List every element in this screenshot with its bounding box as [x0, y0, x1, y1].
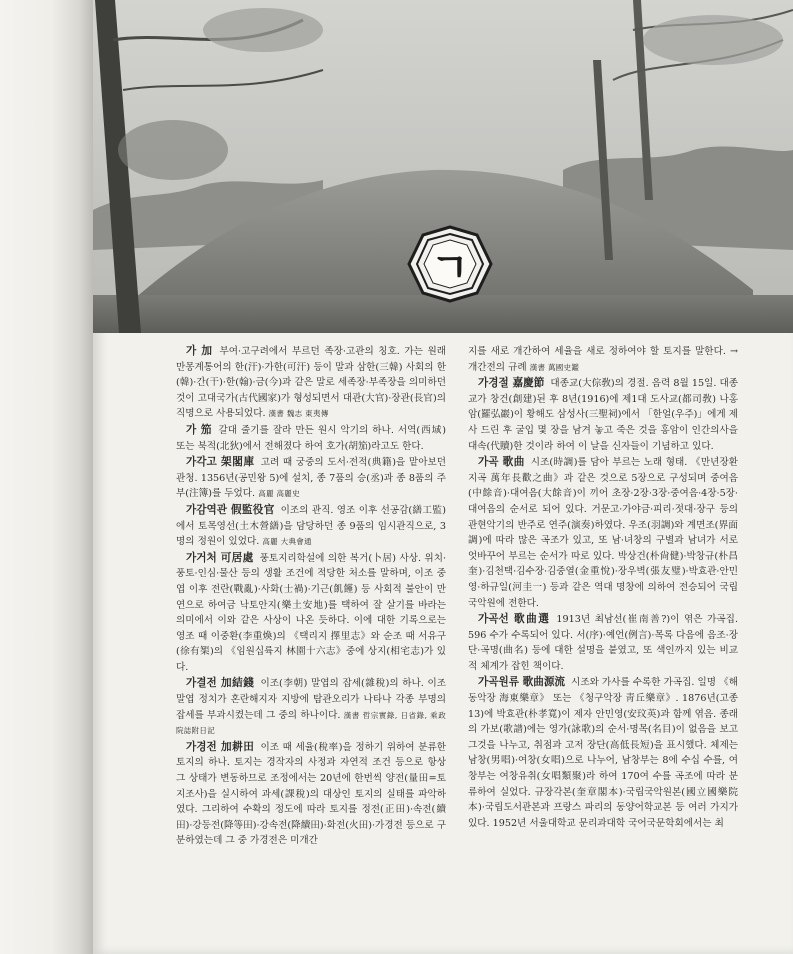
- entry-body: 시조와 가사를 수록한 가곡집. 일명 《해동악장 海東樂章》 또는 《청구악장 靑丘樂章》. 1876년(고종 13)에 박효관(朴孝寬)이 제자 안민영(安玟英)과 함께 엮음. 종래의 가보(歌譜)에는 영가(詠歌)의 순서·명목(名目)이 없음을 보고 그것을 나누고, 취점과 고저 장단(高低長短)을 표시했다. 체제는 남창(男唱)·여창(女唱)으로 나누어, 남창부는 8에 수십 수를, 여창부는 여창유취(女唱類聚)라 하여 170여 수를 곡조에 따라 분류하여 실었다. 규장각본(奎章閣本)·국립국악원본(國立國樂院本)·국립도서관본과 프랑스 파리의 동양어학교본 등 여러 가지가 있다. 1952년 서울대학교 문리과대학 국어국문학회에서는 최: [468, 677, 739, 829]
- entry-body: 지를 새로 개간하여 세율을 새로 정하여야 할 토지를 말한다. →개간전의 규례: [468, 346, 738, 373]
- dictionary-text: [176, 344, 738, 904]
- entry-headword: 가각고 架閣庫: [186, 456, 255, 469]
- chapter-emblem: [407, 225, 493, 303]
- entry-headword: 가곡 歌曲: [478, 456, 525, 469]
- book-spine-margin: [0, 0, 93, 954]
- entry-continuation: [468, 344, 738, 375]
- entry: [176, 676, 446, 738]
- entry-headword: 가결전 加結錢: [186, 677, 255, 690]
- entry-body: 1913년 최남선(崔南善?)이 엮은 가곡집. 596 수가 수록되어 있다. 서(序)·예언(例言)·목록 다음에 음조·장단·곡명(曲名) 등에 대한 설명을 붙였고, 또 색인까지 있는 비교적 체계가 잡힌 책이다.: [468, 614, 739, 672]
- entry-source: 漢書 哲宗實錄, 日省錄, 乘政院誌附日記: [176, 710, 446, 736]
- entry-body: 풍토지리학설에 의한 복거(卜居) 사상. 위치·풍토·인심·물산 등의 생활 조건에 적당한 처소를 말하며, 이조 중엽 이후 전란(戰亂)·사화(士禍)·기근(飢饉) 등 사회적 불안이 만연으로 하여금 낙토안지(樂土安地)를 택하여 잘 살기를 바라는 의미에서 이와 같은 사상이 나온 듯하다. 이에 대한 기록으로는 영조 때 이중환(李重煥)의 《택리지 擇里志》와 순조 때 서유구(徐有榘)의 《임원십륙지 林園十六志》중에 상지(相宅志)가 있다.: [176, 552, 447, 673]
- entry-body: 부여·고구려에서 부르던 족장·고관의 칭호. 가는 원래 만몽계통어의 한(汗)·가한(可汗) 등이 말과 삼한(三韓) 사회의 한(韓)·간(干)·한(翰)·금(今)과 같은 말로 세족장·부족장을 의미하던 것이 고대국가(古代國家)가 형성되면서 대관(大官)·장관(長官)의 직명으로 사용되었다.: [176, 346, 447, 420]
- entry-body: 이조 때 세율(稅率)을 정하기 위하여 분류한 토지의 하나. 토지는 경작자의 사정과 자연적 조건 등으로 항상 그 상태가 변동하므로 조정에서는 20년에 한번씩 양전(量田=토지조사)을 실시하여 과세(課稅)의 대상인 토지의 실태를 파악하였다. 그리하여 수확의 정도에 따라 토지를 정전(正田)·속전(續田)·강등전(降等田)·강속전(降續田)·화전(火田)·가경전 등으로 구분하였는데 그 중 가경전은 미개간: [176, 741, 446, 847]
- entry: [468, 455, 738, 611]
- entry-source: 高麗 高麗史: [258, 489, 300, 499]
- entry-headword: 가감역관 假監役官: [186, 503, 275, 516]
- entry-source: 漢書 萬國史鑑: [529, 362, 580, 372]
- entry-source: 高麗 大典會通: [262, 537, 312, 547]
- entry: [176, 503, 446, 550]
- entry-body: 고려 때 궁중의 도서·전적(典籍)을 맡아보던 관청. 1356년(공민왕 5)에 설치, 종 7품의 승(丞)과 종 8품의 주부(注簿)를 두었다.: [176, 457, 447, 500]
- entry: [176, 455, 446, 502]
- entry-headword: 가 加: [186, 345, 214, 357]
- entry-headword: 가경절 嘉慶節: [478, 377, 545, 390]
- entry: [176, 551, 446, 676]
- entry-source: 漢書 魏志 東夷傳: [268, 409, 329, 419]
- chapter-letter: ㄱ: [430, 244, 470, 291]
- entry-body: 대종교(大倧敎)의 경절. 음력 8월 15일. 대종교가 창건(創建)된 후 8년(1916)에 제1대 도사교(都司敎) 나홍암(羅弘巖)이 황해도 삼성사(三聖祠)에서 「한얼(우주)」에게 제사 드린 후 굴입 몇 장을 남겨 놓고 죽은 것을 홍암이 인간의사을 대속(代贖)한 것이라 하여 이 날을 신자들이 기념하고 있다.: [468, 378, 739, 452]
- entry: [468, 376, 738, 454]
- entry-headword: 가경전 加耕田: [186, 740, 255, 753]
- entry-headword: 가곡원류 歌曲源流: [478, 676, 566, 689]
- entry: [176, 423, 446, 454]
- entry-body: 이조의 관직. 영조 이후 선공감(繕工監)에서 토목영선(土木營繕)을 담당하던 종 9품의 임시관직으로, 3명의 정원이 있었다.: [176, 504, 446, 548]
- left-column: [176, 344, 446, 904]
- right-column: [468, 344, 738, 904]
- entry-body: 시조(時調)를 담아 부르는 노래 형태. 《만년장환지곡 萬年長歡之曲》과 같은 것으로 5장으로 구성되며 중여음(中餘音)·대여음(大餘音)이 끼어 초장·2장·3장·중여음·4장·5장·대여음의 순서로 되어 있다. 거문고·가야금·피리·젓대·장구 등의 관현악기의 반주로 연주(演奏)하였다. 우조(羽調)와 계면조(界面調)에 따라 많은 곡조가 있고, 또 남·녀창의 구별과 남녀가 서로 엇바꾸어 부르는 순서가 따로 있다. 박상건(朴尙健)·박창규(朴昌奎)·김천택·김수장·김중열(金重悅)·장우벽(張友璧)·박효관·안민영·하규일(河圭一) 등과 같은 역대 명창에 의하여 전승되어 국립국악원에 전한다.: [468, 457, 738, 609]
- entry: [176, 344, 446, 422]
- entry: [468, 612, 738, 674]
- entry-headword: 가거처 可居處: [186, 551, 254, 564]
- entry: [176, 740, 446, 849]
- entry-headword: 가 笳: [186, 423, 213, 436]
- entry-headword: 가곡선 歌曲選: [478, 613, 551, 626]
- entry: [468, 675, 738, 831]
- entry-body: 이조(李朝) 말엽의 잡세(雜稅)의 하나. 이조 말엽 정치가 혼란해지자 지방에 탐관오리가 나타나 각종 부명의 잡세를 부과시켰는데 그 중의 하나이다.: [176, 678, 446, 721]
- entry-body: 갈대 줄기를 잘라 만든 원시 악기의 하나. 서역(西域) 또는 북적(北狄)에서 전해졌다 하여 호가(胡笳)라고도 한다.: [176, 424, 446, 452]
